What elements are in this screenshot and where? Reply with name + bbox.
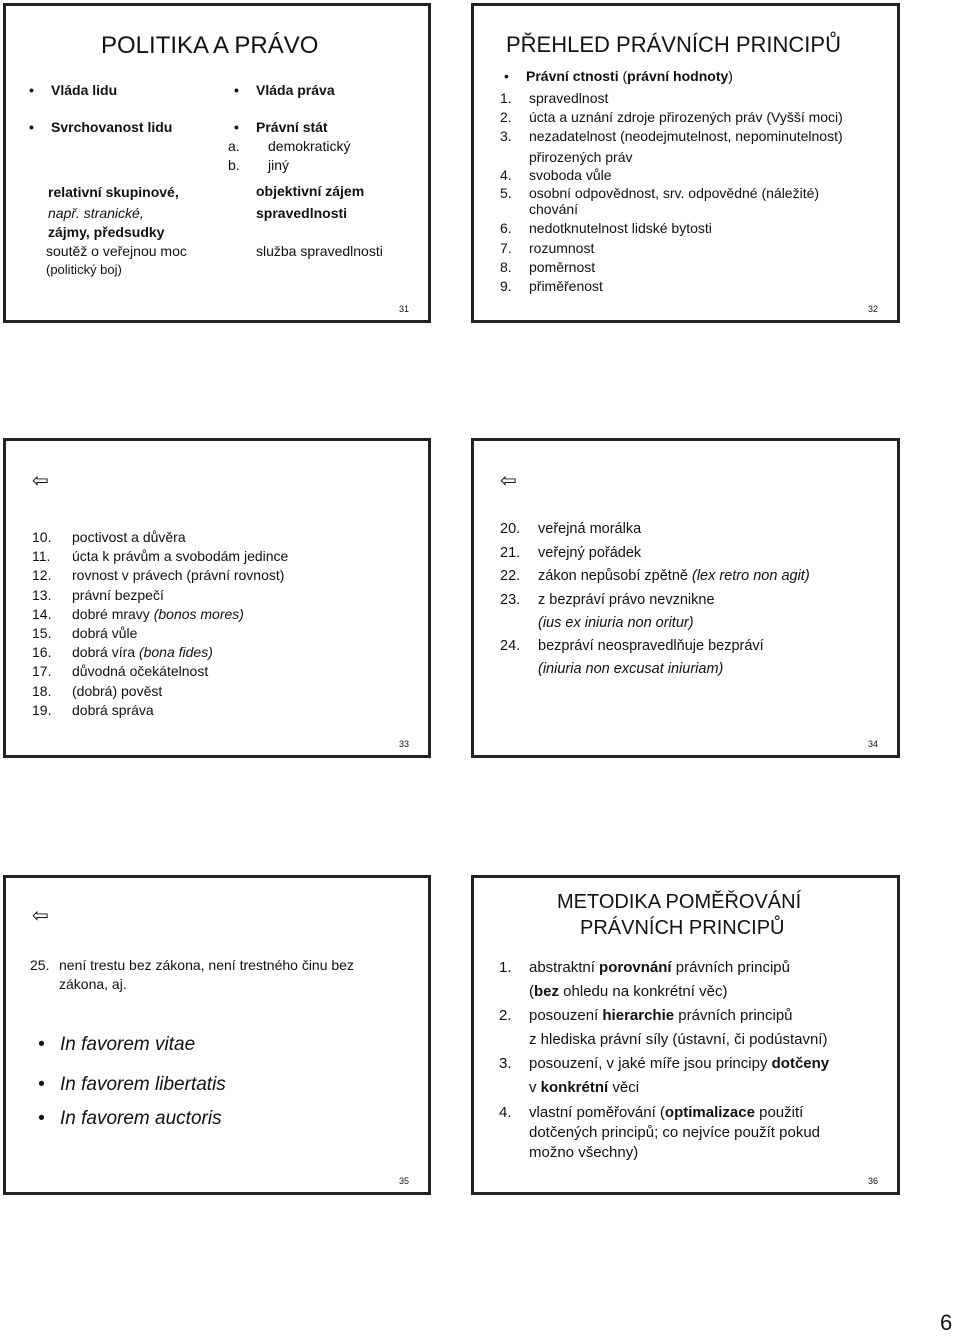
list-number: 15. [32,625,52,641]
list-number: 18. [32,682,52,699]
text-line: spravedlnosti [256,205,348,221]
slide-33 [3,438,431,758]
slide-number: 33 [399,739,410,749]
bullet-vlada-lidu: • Vláda lidu [51,82,117,98]
list-text: poctivost a důvěra [72,529,186,545]
list-item [500,545,641,561]
slide-title: POLITIKA A PRÁVO [101,32,319,59]
list-text: přirozených práv [529,149,633,165]
list-number: 25. [30,957,50,973]
list-item [500,128,843,144]
list-latin: (ius ex iniuria non oritur) [538,615,694,631]
list-text: poměrnost [529,259,596,275]
slide-subtitle: PRÁVNÍCH PRINCIPŮ [580,917,785,939]
method-list [499,956,829,1163]
method-item-1-cont: (bez ohledu na konkrétní věc) [529,983,728,1000]
list-number: 5. [500,185,512,201]
slide-number: 36 [868,1176,879,1186]
method-item-2: 2. posouzení hierarchie právních principů [499,1007,793,1024]
list-letter: b. [228,157,240,173]
bullet-pravni-stat: • Právní stát [256,119,328,135]
text-line: není trestu bez zákona, není trestného činu bez [59,957,354,973]
method-item-4: 4. vlastní poměřování (optimalizace použití [499,1104,804,1121]
list-text: dobrá víra [72,644,139,661]
list-text: rozumnost [529,240,595,256]
text-line: např. stranické, [48,205,144,221]
list-number: 12. [32,567,52,584]
method-item-4-cont: dotčených principů; co nejvíce použít pokud [529,1124,821,1141]
bullet-vlada-prava: • Vláda práva [256,82,335,98]
slide-36 [471,875,900,1195]
list-number: 3. [500,128,512,144]
list-number: 2. [500,109,512,125]
left-arrow-icon: ⇦ [32,470,49,492]
list-text: přiměřenost [529,278,603,294]
list-text: bezpráví neospravedlňuje bezpráví [538,638,764,654]
bullet-svrchovanost-lidu: • Svrchovanost lidu [51,119,172,135]
list-number: 22. [500,568,521,584]
list-item [500,201,578,217]
text-line: demokratický [268,138,351,154]
list-text: úcta k právům a svobodám jedince [72,548,289,565]
list-number: 11. [32,548,51,565]
slide-31 [3,3,431,323]
text-line: soutěž o veřejnou moc [46,243,187,259]
method-item-2-cont: z hlediska právní síly (ústavní, či podústavní) [529,1031,828,1048]
list-item [500,167,612,183]
list-item [32,529,186,545]
list-item [500,278,603,294]
list-item [500,240,594,256]
list-latin: (lex retro non agit) [691,568,810,584]
slide-number: 35 [399,1176,410,1186]
list-text: dobrá vůle [72,625,138,641]
list-number: 13. [32,586,52,603]
slide-number: 31 [399,304,410,314]
list-item [500,109,843,125]
list-text: veřejný pořádek [538,545,642,561]
method-item-3-cont: v konkrétní věci [529,1079,640,1096]
slide-number: 34 [868,739,879,749]
list-number: 16. [32,644,52,661]
text-line: relativní skupinové, [48,184,179,200]
bullet-in-favorem-libertatis: • In favorem libertatis [60,1074,226,1096]
list-text: důvodná očekátelnost [72,663,209,680]
method-item-1: 1. abstraktní porovnání právních principů [499,959,790,976]
list-item [500,521,641,537]
text-line: jiný [268,157,290,173]
slide-35 [3,875,431,1195]
list-latin: (bonos mores) [153,605,244,622]
list-text: z bezpráví právo nevznikne [538,592,715,608]
list-item [32,702,154,718]
list-text: rovnost v právech (právní rovnost) [72,567,285,584]
list-item [500,259,595,275]
list-item [32,625,137,641]
list-item [500,638,764,654]
bold-text: Právní ctnosti [526,68,619,84]
list-text: zákon nepůsobí zpětně [538,568,692,584]
list-text: chování [529,201,579,217]
list-item [32,644,213,660]
list-text: spravedlnost [529,90,609,106]
list-letter: a. [228,138,240,154]
list-text: dobré mravy [72,605,154,622]
list-item [500,592,715,608]
list-text: nezadatelnost (neodejmutelnost, nepominutelnost) [529,128,843,144]
text-line: služba spravedlnosti [256,243,383,259]
list-text: veřejná morálka [538,521,642,537]
list-item [32,587,164,603]
list-item [500,615,694,631]
list-number: 23. [500,592,521,608]
bullet-pravni-ctnosti [526,68,733,84]
text: ) [728,68,733,84]
list-number: 9. [500,278,512,294]
list-number: 1. [500,90,512,106]
text-line: zákona, aj. [59,976,127,992]
list-item [500,220,712,236]
list-number: 21. [500,545,521,561]
bullet-in-favorem-vitae: • In favorem vitae [60,1034,195,1056]
list-text: (dobrá) pověst [72,682,163,699]
list-item [32,567,284,583]
method-item-3: 3. posouzení, v jaké míře jsou principy dotčeny [499,1055,830,1072]
text: ( [618,68,628,84]
list-number: 20. [500,521,521,537]
list-latin: (iniuria non excusat iniuriam) [538,661,724,677]
list-number: 4. [500,167,512,183]
list-text: právní bezpečí [72,586,164,603]
list-item [32,663,208,679]
slide-32 [471,3,900,323]
list-item [32,548,288,564]
slide-title: PŘEHLED PRÁVNÍCH PRINCIPŮ [506,32,841,57]
list-item [500,90,608,106]
list-number: 7. [500,240,512,256]
list-number: 17. [32,663,52,680]
list-number: 10. [32,529,52,545]
left-arrow-icon: ⇦ [32,905,49,927]
list-number: 14. [32,605,52,622]
text-line: objektivní zájem [256,183,365,199]
list-item [32,683,162,699]
list-latin: (bona fides) [138,644,213,661]
method-item-4-cont: možno všechny) [529,1144,639,1161]
list-number: 19. [32,701,52,718]
list-number: 6. [500,220,512,236]
list-text: nedotknutelnost lidské bytosti [529,220,712,236]
slide-34 [471,438,900,758]
list-item [32,606,244,622]
list-text: dobrá správa [72,701,154,718]
slide-number: 32 [868,304,879,314]
bullet-in-favorem-auctoris: • In favorem auctoris [60,1108,222,1130]
text-line: (politický boj) [46,262,122,277]
text-line: zájmy, předsudky [48,224,165,240]
list-number: 8. [500,259,512,275]
page-number: 6 [940,1310,953,1335]
left-arrow-icon: ⇦ [500,470,517,492]
list-item [500,149,633,165]
bold-text: právní hodnoty [627,68,729,84]
list-text: svoboda vůle [529,167,612,183]
list-text: úcta a uznání zdroje přirozených práv (Vyšší moci) [529,109,843,125]
list-number: 24. [500,638,521,654]
list-item [500,185,819,201]
list-text: osobní odpovědnost, srv. odpovědné (náležité) [529,185,820,201]
list-item [500,661,723,677]
slide-title: METODIKA POMĚŘOVÁNÍ [557,891,802,913]
list-item [500,568,810,584]
